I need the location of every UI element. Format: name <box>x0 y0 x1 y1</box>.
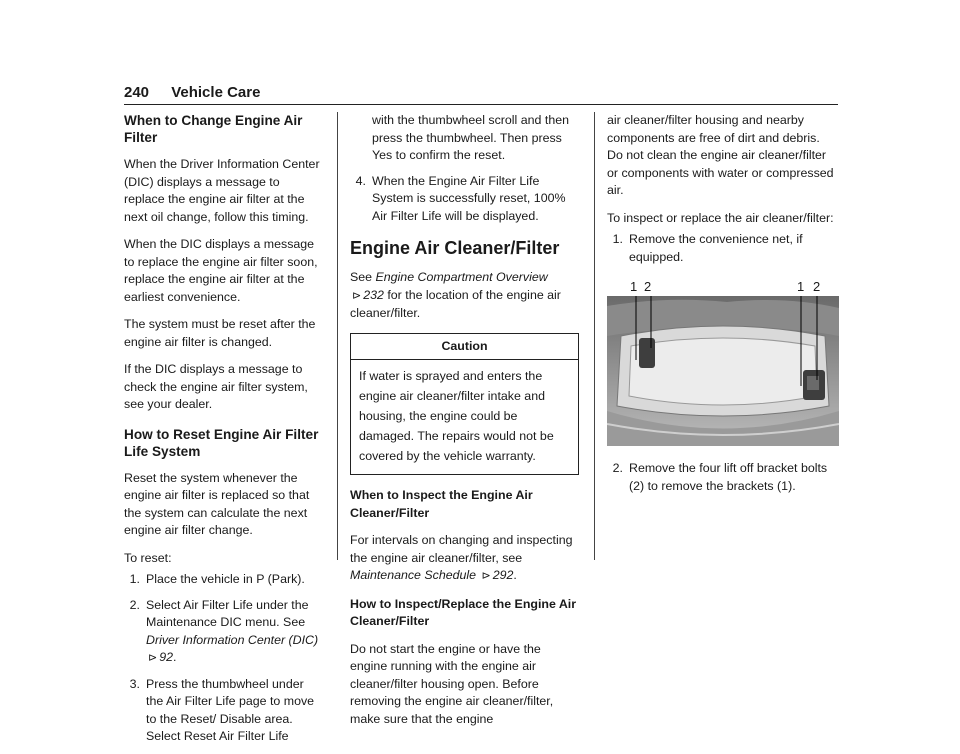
column-2 <box>350 112 579 738</box>
callout-label: 2 <box>644 279 652 294</box>
column-divider-1 <box>337 112 338 560</box>
arrow-page-reference-icon: ⊳ <box>481 570 491 582</box>
paragraph: The system must be reset after the engine air filter is changed. <box>124 317 316 349</box>
page-reference[interactable]: 92 <box>159 650 174 664</box>
page-reference[interactable]: 292 <box>492 568 514 582</box>
heading-when-to-inspect: When to Inspect the Engine Air Cleaner/Filter <box>350 488 533 520</box>
callout-label: 2 <box>813 279 821 294</box>
paragraph: Reset the system whenever the engine air filter is replaced so that the system can calculate the next engine air filter change. <box>124 470 310 537</box>
heading-when-to-change: When to Change Engine Air Filter <box>124 113 303 145</box>
arrow-page-reference-icon: ⊳ <box>352 289 362 302</box>
paragraph: When the Driver Information Center (DIC) displays a message to replace the engine air filter at the next oil change, follow this timing. <box>124 157 320 224</box>
caution-box <box>350 333 579 476</box>
list-item: 2. Select Air Filter Life under the Maintenance DIC menu. See Driver Information Center (DIC) ⊳ 92. <box>129 597 319 664</box>
paragraph: For intervals on changing and inspecting the engine air cleaner/filter, see Maintenance Schedule ⊳ 292. <box>350 533 573 582</box>
section-title: Vehicle Care <box>171 84 261 101</box>
cross-reference-link[interactable]: Engine Compartment Overview <box>375 270 548 284</box>
callout-label: 1 <box>797 279 805 294</box>
cross-reference-link[interactable]: Maintenance Schedule <box>350 568 477 582</box>
list-item: 3. Press the thumbwheel under the Air Filter Life page to move to the Reset/ Disable area. Select Reset Air Filter Life <box>129 676 315 743</box>
page-header <box>124 84 260 101</box>
heading-how-to-inspect: How to Inspect/Replace the Engine Air Cleaner/Filter <box>350 596 577 628</box>
paragraph: See Engine Compartment Overview ⊳ 232 for the location of the engine air cleaner/filter. <box>350 270 561 320</box>
page-reference[interactable]: 232 <box>363 287 384 302</box>
column-3 <box>607 112 839 503</box>
arrow-page-reference-icon: ⊳ <box>148 652 158 664</box>
engine-compartment-photo <box>607 296 839 446</box>
list-item: 4. When the Engine Air Filter Life System is successfully reset, 100% Air Filter Life will be displayed. <box>355 173 566 223</box>
paragraph: To inspect or replace the air cleaner/filter: <box>607 210 834 225</box>
engine-compartment-illustration <box>607 274 839 452</box>
heading-engine-air-cleaner: Engine Air Cleaner/Filter <box>350 238 560 258</box>
list-item: 2. Remove the four lift off bracket bolts (2) to remove the brackets (1). <box>612 461 828 493</box>
callout-label: 1 <box>630 279 638 294</box>
caution-title: Caution <box>351 334 578 361</box>
page-number: 240 <box>124 84 150 101</box>
list-item: 1. Remove the convenience net, if equipped. <box>612 232 803 264</box>
heading-how-to-reset: How to Reset Engine Air Filter Life System <box>124 426 319 459</box>
header-rule <box>124 104 838 105</box>
column-divider-2 <box>594 112 595 560</box>
column-1 <box>124 112 323 754</box>
list-item: 1. Place the vehicle in P (Park). <box>129 572 305 586</box>
list-item-continued: with the thumbwheel scroll and then press the thumbwheel. Then press Yes to confirm the reset. <box>372 113 569 162</box>
caution-text: If water is sprayed and enters the engine air cleaner/filter intake and housing, the engine could be damaged. The repairs would not be covered by the vehicle warranty. <box>359 369 554 463</box>
paragraph: air cleaner/filter housing and nearby components are free of dirt and debris. Do not clean the engine air cleaner/filter or components with water or compressed air. <box>607 113 834 197</box>
paragraph: To reset: <box>124 550 172 565</box>
paragraph: If the DIC displays a message to check the engine air filter system, see your dealer. <box>124 362 308 411</box>
paragraph: Do not start the engine or have the engine running with the engine air cleaner/filter housing open. Before removing the engine air cleaner/filter, make sure that the engine <box>350 641 554 726</box>
paragraph: When the DIC displays a message to replace the engine air filter soon, replace the engine air filter at the earliest convenience. <box>124 237 318 304</box>
cross-reference-link[interactable]: Driver Information Center (DIC) <box>146 632 319 647</box>
